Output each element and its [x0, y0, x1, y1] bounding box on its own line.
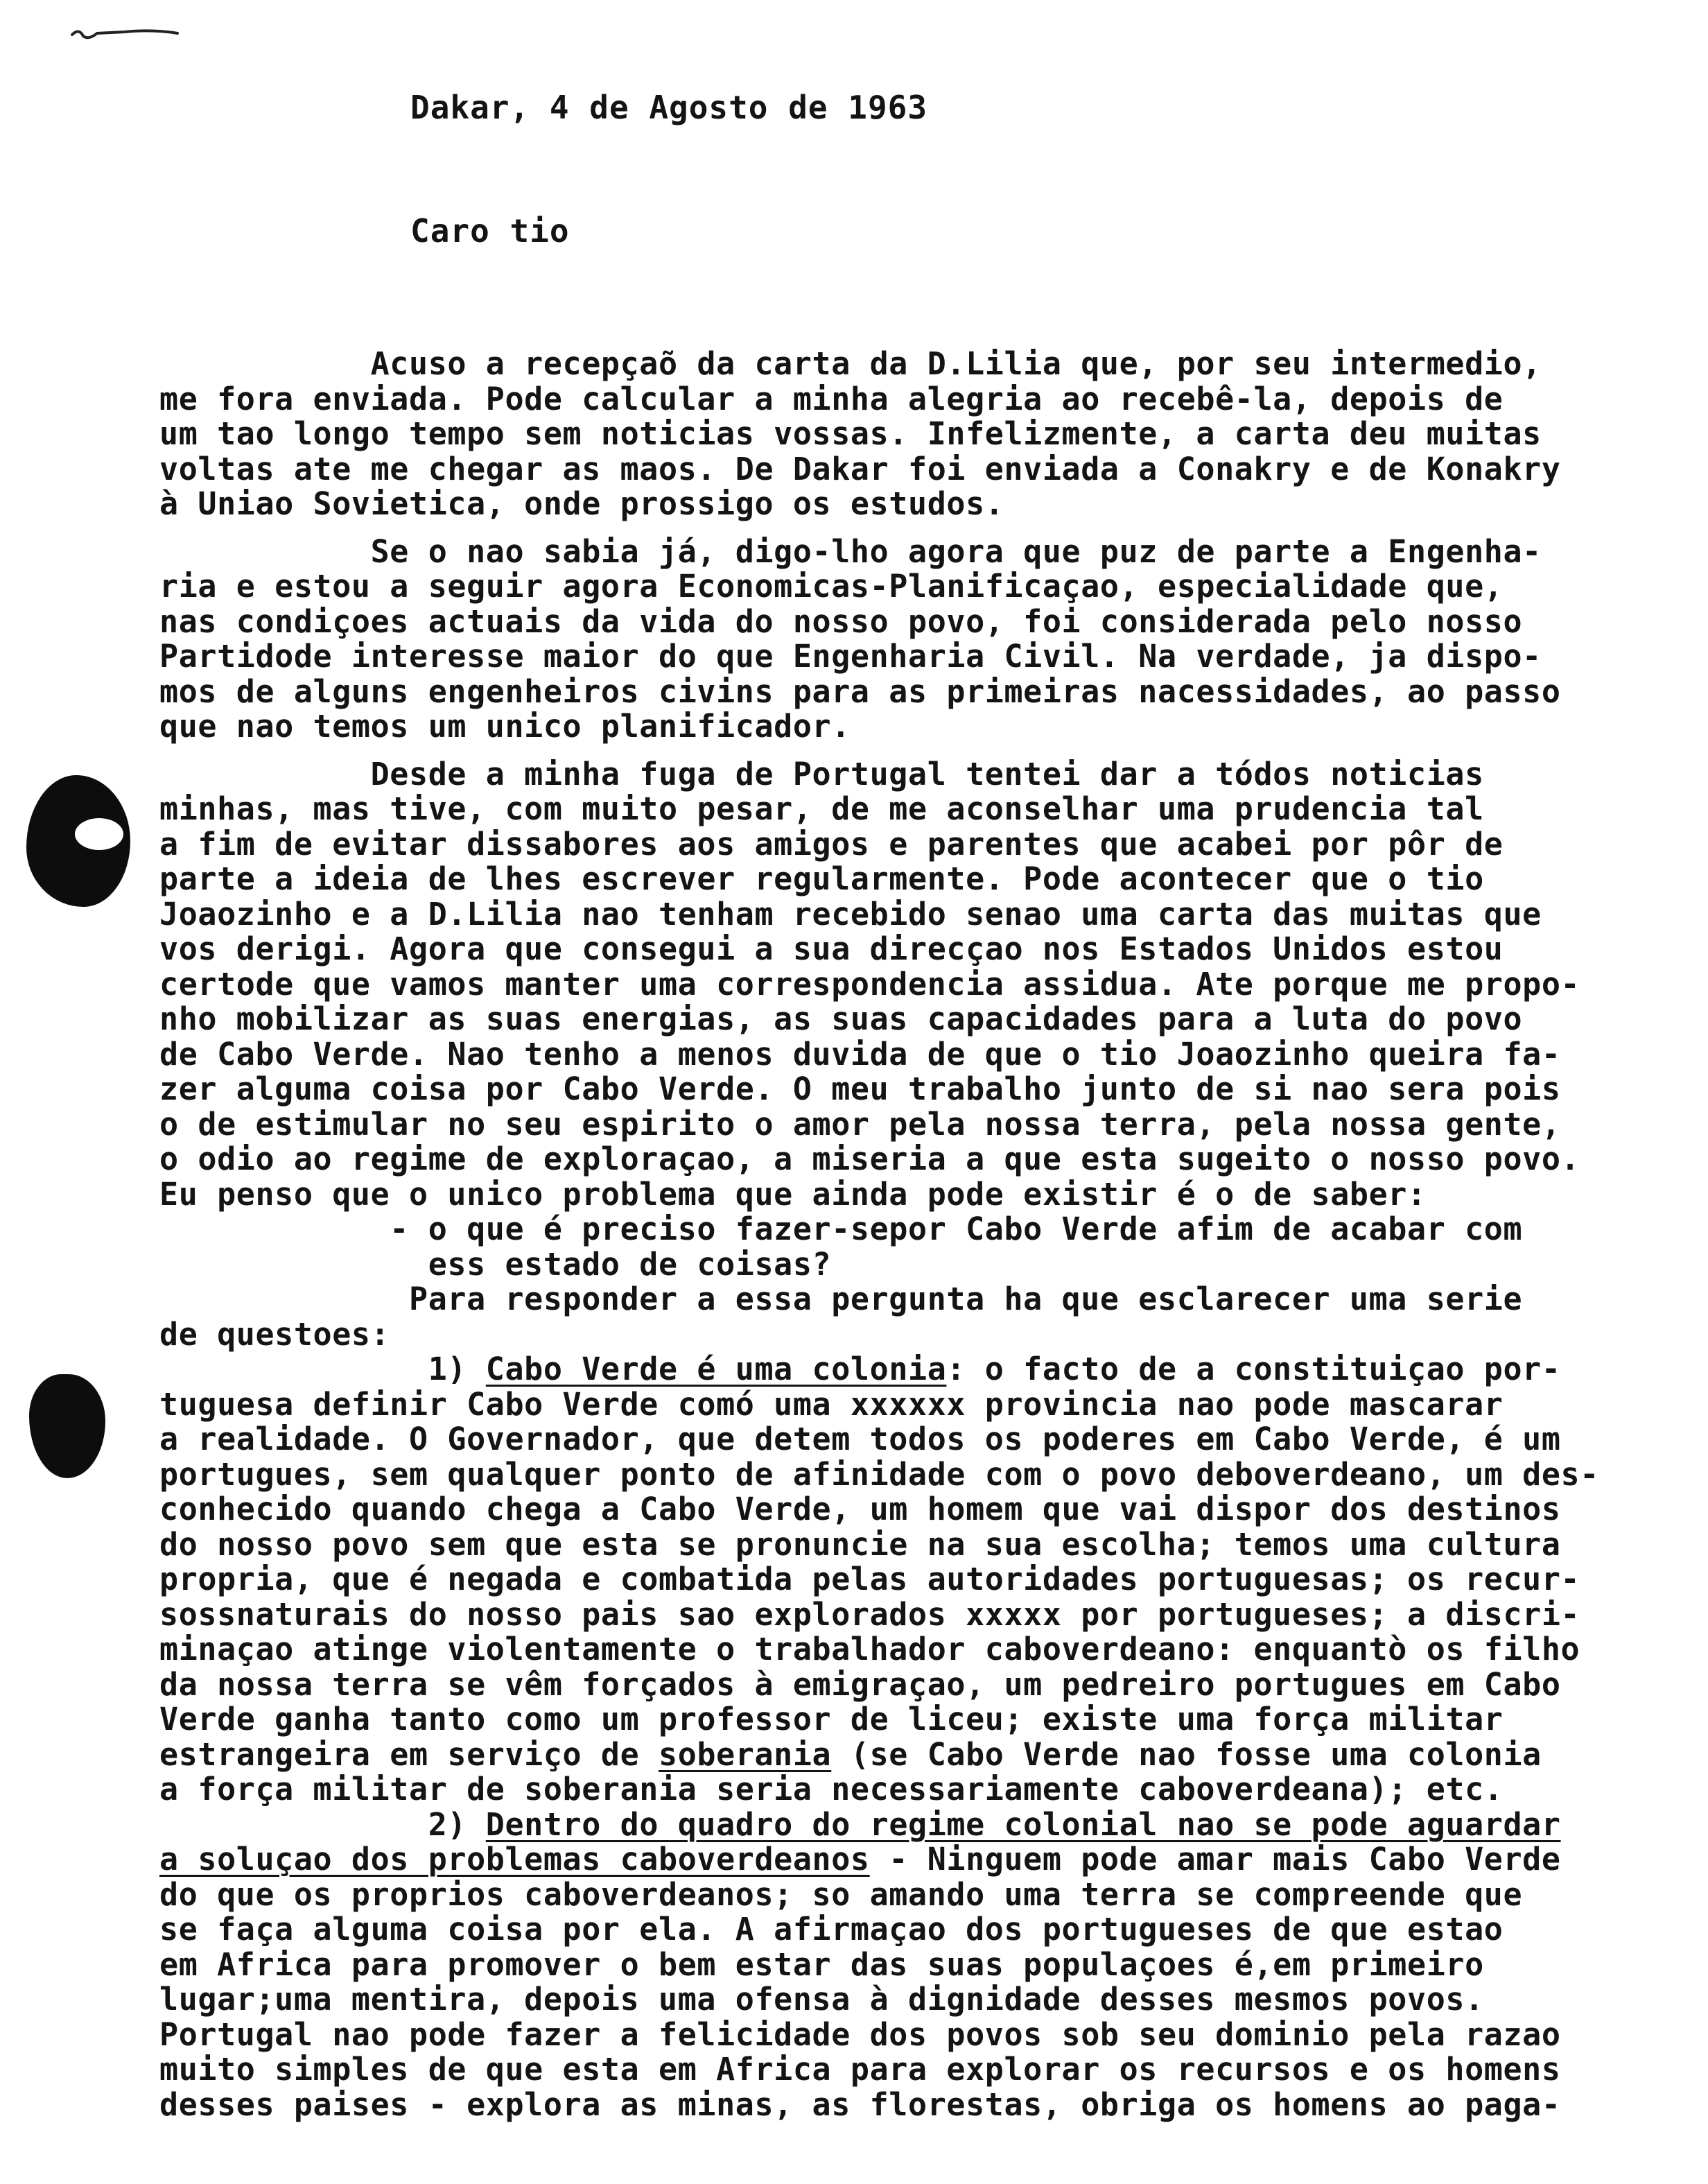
letter-line-text: Desde a minha fuga de Portugal tentei dar a tódos noticias	[159, 756, 1484, 792]
letter-line	[159, 1282, 1691, 1317]
letter-line-text: da nossa terra se vêm forçados à emigraçao, um pedreiro portugues em Cabo	[159, 1667, 1561, 1702]
letter-line-text: Se o nao sabia já, digo-lho agora que puz de parte a Engenha-	[159, 534, 1542, 569]
letter-line	[159, 2088, 1691, 2123]
letter-body	[159, 347, 1691, 2122]
letter-line-text: 1)	[159, 1352, 486, 1387]
letter-line-text: muito simples de que esta em Africa para explorar os recursos e os homens	[159, 2052, 1561, 2088]
letter-line-text: ess estado de coisas?	[159, 1247, 832, 1282]
letter-line	[159, 757, 1691, 792]
letter-line-text: o de estimular no seu espirito o amor pela nossa terra, pela nossa gente,	[159, 1107, 1561, 1142]
letter-line	[159, 535, 1691, 570]
letter-line-text: - o que é preciso fazer-sepor Cabo Verde afim de acabar com	[159, 1212, 1523, 1247]
letter-line-text: desses paises - explora as minas, as florestas, obriga os homens ao paga-	[159, 2087, 1561, 2122]
letter-line-text: um tao longo tempo sem noticias vossas. Infelizmente, a carta deu muitas	[159, 417, 1542, 452]
letter-line	[159, 2052, 1691, 2088]
letter-line-text: de questoes:	[159, 1317, 390, 1352]
letter-line-text: vos derigi. Agora que consegui a sua direcçao nos Estados Unidos estou	[159, 932, 1504, 967]
letter-line-text-after: (se Cabo Verde nao fosse uma colonia	[831, 1737, 1542, 1772]
letter-line	[159, 1948, 1691, 1983]
letter-line	[159, 1107, 1691, 1143]
letter-line-text: nas condiçoes actuais da vida do nosso povo, foi considerada pelo nosso	[159, 604, 1523, 639]
letter-line	[159, 382, 1691, 417]
letter-line	[159, 1667, 1691, 1703]
letter-line-text: Eu penso que o unico problema que ainda pode existir é o de saber:	[159, 1177, 1427, 1212]
ink-blot-lower	[29, 1374, 105, 1478]
letter-line-text-after: - Ninguem pode amar mais Cabo Verde	[869, 1842, 1561, 1878]
letter-line-text: o odio ao regime de exploraçao, a miseria a que esta sugeito o nosso povo.	[159, 1142, 1580, 1177]
letter-line	[159, 1387, 1691, 1423]
letter-line	[159, 605, 1691, 640]
letter-line	[159, 1632, 1691, 1667]
letter-line-text: em Africa para promover o bem estar das suas populaçoes é,em primeiro	[159, 1947, 1484, 1982]
letter-line-text: à Uniao Sovietica, onde prossigo os estudos.	[159, 487, 1004, 522]
letter-line-text: minaçao atinge violentamente o trabalhador caboverdeano: enquantò os filho	[159, 1632, 1580, 1667]
letter-line	[159, 487, 1691, 522]
letter-line	[159, 639, 1691, 675]
letter-salutation: Caro tio	[410, 212, 570, 250]
letter-line-text: sossnaturais do nosso pais sao explorados xxxxx por portugueses; a discri-	[159, 1597, 1580, 1632]
letter-line	[159, 347, 1691, 382]
letter-line-text: minhas, mas tive, com muito pesar, de me aconselhar uma prudencia tal	[159, 792, 1484, 827]
letter-line-text: Partidode interesse maior do que Engenharia Civil. Na verdade, ja dispo-	[159, 639, 1542, 675]
ink-blot-upper	[26, 775, 130, 907]
letter-line	[159, 1212, 1691, 1247]
letter-line-text: zer alguma coisa por Cabo Verde. O meu trabalho junto de si nao sera pois	[159, 1072, 1561, 1107]
letter-line	[159, 569, 1691, 605]
letter-line	[159, 862, 1691, 897]
letter-line	[159, 709, 1691, 745]
letter-line-text: me fora enviada. Pode calcular a minha alegria ao recebê-la, depois de	[159, 381, 1504, 417]
letter-line	[159, 675, 1691, 710]
letter-line	[159, 1317, 1691, 1353]
letter-line	[159, 1597, 1691, 1633]
letter-line-text: a realidade. O Governador, que detem todos os poderes em Cabo Verde, é um	[159, 1422, 1561, 1457]
letter-line	[159, 1527, 1691, 1563]
letter-line-text: parte a ideia de lhes escrever regularmente. Pode acontecer que o tio	[159, 862, 1484, 897]
letter-line-text: de Cabo Verde. Nao tenho a menos duvida de que o tio Joaozinho queira fa-	[159, 1037, 1561, 1072]
letter-line	[159, 1702, 1691, 1737]
letter-line	[159, 1562, 1691, 1597]
letter-line	[159, 1352, 1691, 1387]
pen-scratch-mark	[69, 25, 180, 42]
letter-line-text: conhecido quando chega a Cabo Verde, um homem que vai dispor dos destinos	[159, 1492, 1561, 1527]
letter-line	[159, 967, 1691, 1003]
letter-line-text: Para responder a essa pergunta ha que esclarecer uma serie	[159, 1282, 1523, 1317]
letter-line	[159, 792, 1691, 827]
letter-line-text: voltas ate me chegar as maos. De Dakar foi enviada a Conakry e de Konakry	[159, 451, 1561, 487]
letter-line-text: estrangeira em serviço de	[159, 1737, 659, 1772]
letter-line-text: certode que vamos manter uma correspondencia assidua. Ate porque me propo-	[159, 967, 1580, 1002]
letter-line	[159, 1982, 1691, 2018]
letter-line-text: a fim de evitar dissabores aos amigos e parentes que acabei por pôr de	[159, 826, 1504, 862]
letter-line-text: lugar;uma mentira, depois uma ofensa à dignidade desses mesmos povos.	[159, 1982, 1484, 2018]
letter-line	[159, 1457, 1691, 1493]
letter-line-text: portugues, sem qualquer ponto de afinidade com o povo deboverdeano, um des-	[159, 1457, 1599, 1492]
letter-line	[159, 1177, 1691, 1213]
letter-line	[159, 1772, 1691, 1808]
letter-line-text: propria, que é negada e combatida pelas autoridades portuguesas; os recur-	[159, 1562, 1580, 1597]
letter-line-text: ria e estou a seguir agora Economicas-Planificaçao, especialidade que,	[159, 569, 1504, 605]
letter-line	[159, 417, 1691, 452]
letter-line-text: mos de alguns engenheiros civins para as primeiras nacessidades, ao passo	[159, 674, 1561, 709]
letter-line	[159, 1037, 1691, 1073]
letter-line	[159, 1808, 1691, 1843]
letter-line	[159, 452, 1691, 487]
letter-line	[159, 1878, 1691, 1913]
letter-line-text: Verde ganha tanto como um professor de liceu; existe uma força militar	[159, 1702, 1504, 1737]
letter-line-text-after: : o facto de a constituiçao por-	[946, 1352, 1561, 1387]
letter-line-text: tuguesa definir Cabo Verde comó uma xxxxxx provincia nao pode mascarar	[159, 1387, 1504, 1422]
letter-line	[159, 897, 1691, 933]
letter-line-text: Joaozinho e a D.Lilia nao tenham recebido senao uma carta das muitas que	[159, 896, 1542, 932]
letter-dateline: Dakar, 4 de Agosto de 1963	[410, 89, 928, 126]
letter-line	[159, 1842, 1691, 1878]
letter-line-text: do nosso povo sem que esta se pronuncie na sua escolha; temos uma cultura	[159, 1527, 1561, 1562]
letter-line	[159, 1912, 1691, 1948]
letter-line-text: a força militar de soberania seria necessariamente caboverdeana); etc.	[159, 1772, 1504, 1808]
letter-line-text: Acuso a recepçaõ da carta da D.Lilia que, por seu intermedio,	[159, 347, 1542, 382]
letter-line	[159, 827, 1691, 863]
letter-line-underlined: a soluçao dos problemas caboverdeanos	[159, 1842, 870, 1878]
letter-line-text: que nao temos um unico planificador.	[159, 709, 851, 745]
letter-line	[159, 1492, 1691, 1527]
letter-line	[159, 1072, 1691, 1107]
letter-line-text: nho mobilizar as suas energias, as suas capacidades para a luta do povo	[159, 1002, 1523, 1037]
letter-line-text: 2)	[159, 1807, 486, 1842]
letter-line	[159, 932, 1691, 967]
letter-line-underlined: Dentro do quadro do regime colonial nao se pode aguardar	[485, 1807, 1561, 1842]
letter-line	[159, 1142, 1691, 1177]
letter-line-text: Portugal nao pode fazer a felicidade dos povos sob seu dominio pela razao	[159, 2017, 1561, 2052]
letter-line-underlined: Cabo Verde é uma colonia	[485, 1352, 947, 1387]
letter-line	[159, 1737, 1691, 1773]
letter-line	[159, 1002, 1691, 1037]
letter-line-text: do que os proprios caboverdeanos; so amando uma terra se compreende que	[159, 1877, 1523, 1912]
letter-line-text: se faça alguma coisa por ela. A afirmaçao dos portugueses de que estao	[159, 1912, 1504, 1948]
letter-line	[159, 1422, 1691, 1457]
letter-line-underlined: soberania	[659, 1737, 832, 1772]
letter-line	[159, 2018, 1691, 2053]
letter-line	[159, 1247, 1691, 1283]
